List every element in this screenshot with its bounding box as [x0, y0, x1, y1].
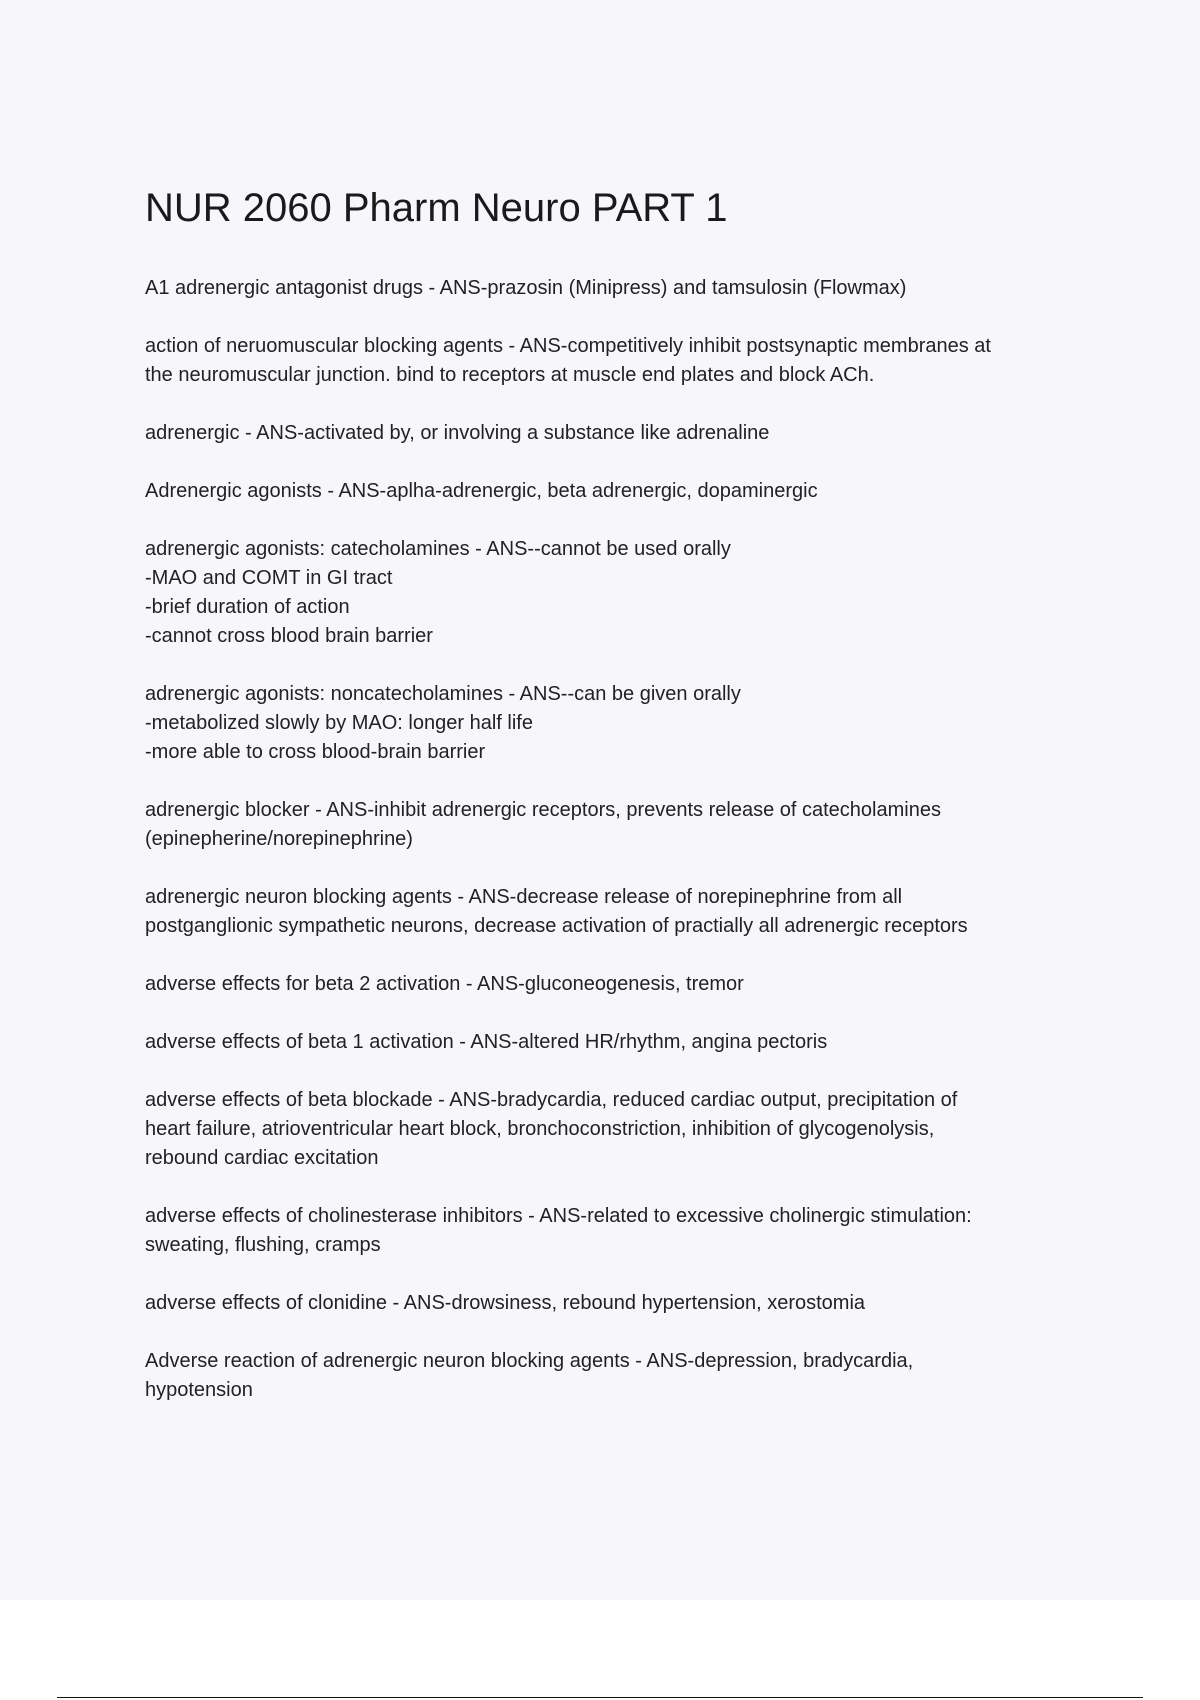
entry-line: adrenergic agonists: catecholamines - ANS--cannot be used orally [145, 538, 731, 560]
flashcard-entry [145, 535, 1095, 651]
entry-line: adrenergic blocker - ANS-inhibit adrenergic receptors, prevents release of catecholamines [145, 799, 941, 821]
entry-line: adverse effects of beta 1 activation - ANS-altered HR/rhythm, angina pectoris [145, 1031, 828, 1053]
entry-line: -MAO and COMT in GI tract [145, 567, 393, 589]
entry-line: hypotension [145, 1379, 253, 1401]
flashcard-entry [145, 1028, 1095, 1057]
entry-line: -metabolized slowly by MAO: longer half life [145, 712, 533, 734]
flashcard-entry [145, 883, 1095, 941]
document-title: NUR 2060 Pharm Neuro PART 1 [145, 186, 728, 230]
entry-line: action of neruomuscular blocking agents - ANS-competitively inhibit postsynaptic membranes at [145, 335, 991, 357]
flashcard-entry [145, 970, 1095, 999]
entry-line: heart failure, atrioventricular heart block, bronchoconstriction, inhibition of glycogenolysis, [145, 1118, 935, 1140]
entry-line: -more able to cross blood-brain barrier [145, 741, 486, 763]
entry-line: adverse effects of cholinesterase inhibitors - ANS-related to excessive cholinergic stimulation: [145, 1205, 972, 1227]
flashcard-entry [145, 796, 1095, 854]
entry-line: (epinepherine/norepinephrine) [145, 828, 413, 850]
entry-line: sweating, flushing, cramps [145, 1234, 381, 1256]
entry-line: Adrenergic agonists - ANS-aplha-adrenergic, beta adrenergic, dopaminergic [145, 480, 818, 502]
entry-line: postganglionic sympathetic neurons, decrease activation of practially all adrenergic receptors [145, 915, 968, 937]
flashcard-entry [145, 1289, 1095, 1318]
flashcard-entry [145, 274, 1095, 303]
document-content [145, 184, 1095, 1434]
entry-line: A1 adrenergic antagonist drugs - ANS-prazosin (Minipress) and tamsulosin (Flowmax) [145, 277, 907, 299]
entry-line: adverse effects for beta 2 activation - ANS-gluconeogenesis, tremor [145, 973, 744, 995]
flashcard-entry [145, 1086, 1095, 1173]
entry-line: Adverse reaction of adrenergic neuron blocking agents - ANS-depression, bradycardia, [145, 1350, 914, 1372]
page-divider [57, 1697, 1143, 1698]
entry-line: adverse effects of beta blockade - ANS-bradycardia, reduced cardiac output, precipitation of [145, 1089, 958, 1111]
entry-line: adrenergic - ANS-activated by, or involving a substance like adrenaline [145, 422, 770, 444]
flashcard-entry [145, 1347, 1095, 1405]
flashcard-entry [145, 419, 1095, 448]
flashcard-entry [145, 477, 1095, 506]
entry-line: adverse effects of clonidine - ANS-drowsiness, rebound hypertension, xerostomia [145, 1292, 866, 1314]
entry-line: rebound cardiac excitation [145, 1147, 379, 1169]
entry-line: adrenergic agonists: noncatecholamines - ANS--can be given orally [145, 683, 741, 705]
entry-line: -cannot cross blood brain barrier [145, 625, 433, 647]
flashcard-entries [145, 274, 1095, 1405]
entry-line: adrenergic neuron blocking agents - ANS-decrease release of norepinephrine from all [145, 886, 903, 908]
flashcard-entry [145, 1202, 1095, 1260]
entry-line: -brief duration of action [145, 596, 350, 618]
flashcard-entry [145, 680, 1095, 767]
entry-line: the neuromuscular junction. bind to receptors at muscle end plates and block ACh. [145, 364, 875, 386]
flashcard-entry [145, 332, 1095, 390]
